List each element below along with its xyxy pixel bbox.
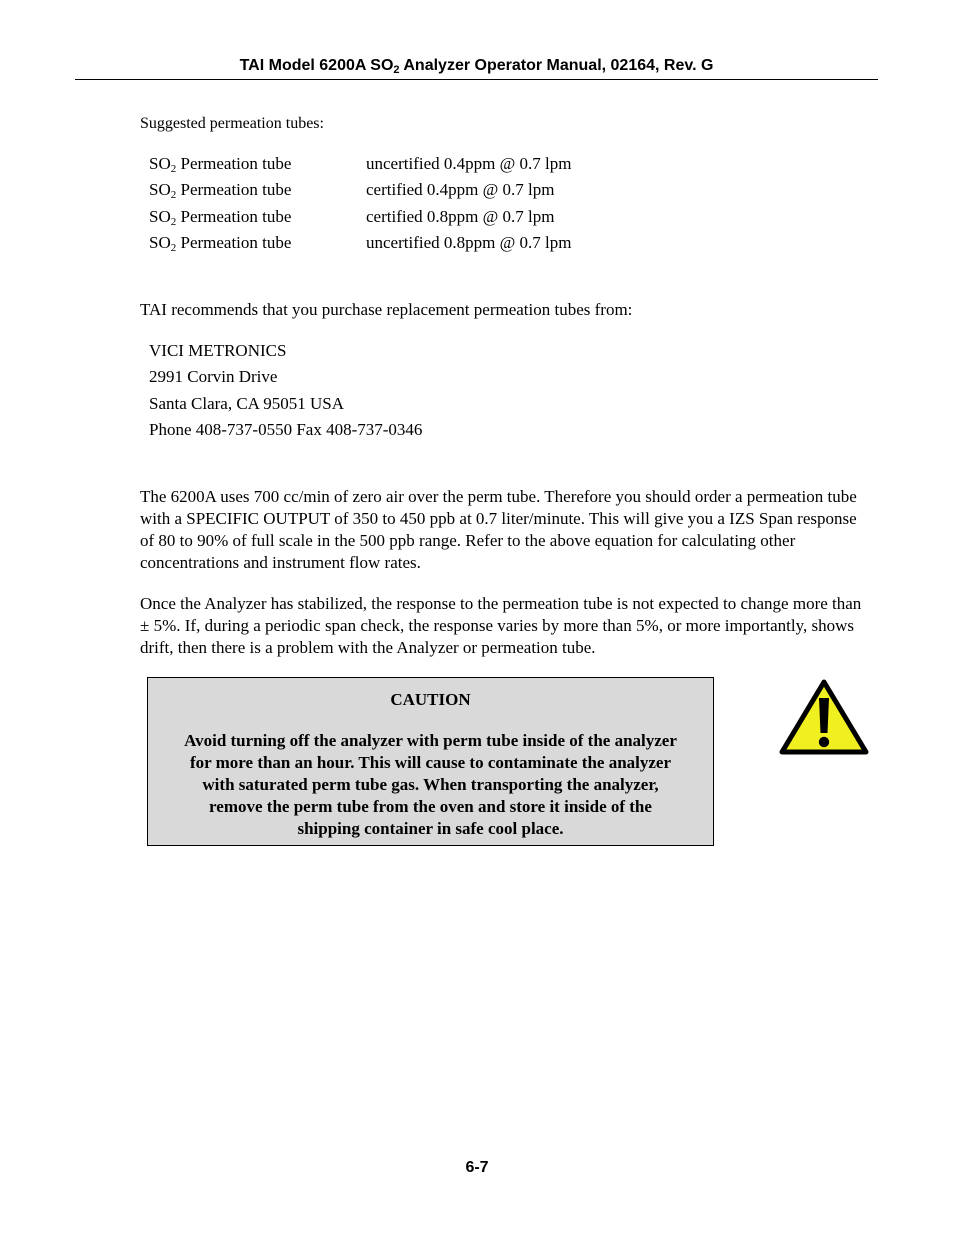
- tube-spec: uncertified 0.8ppm @ 0.7 lpm: [366, 233, 572, 252]
- caution-body: Avoid turning off the analyzer with perm tube inside of the analyzer for more than an hour. This will cause to contaminate the analyzer with saturated perm tube gas. When transporting the analyzer, remove the perm tube from the oven and store it inside of the shipping container in safe cool place.: [184, 731, 677, 838]
- tube-name: $SO_2$ Permeation tube: [149, 180, 292, 201]
- flow-paragraph: The 6200A uses 700 cc/min of zero air over the perm tube. Therefore you should order a permeation tube with a SPECIFIC OUTPUT of 350 to 450 ppb at 0.7 liter/minute. This will give you a IZS Span response of 80 to 90% of full scale in the 500 ppb range. Refer to the above equation for calculating other concentrations and instrument flow rates.: [140, 487, 857, 572]
- vendor-city: Santa Clara, CA 95051 USA: [149, 394, 345, 413]
- tube-spec: uncertified 0.4ppm @ 0.7 lpm: [366, 154, 572, 173]
- tube-spec: certified 0.4ppm @ 0.7 lpm: [366, 180, 555, 199]
- vendor-street: 2991 Corvin Drive: [149, 367, 278, 386]
- header-title-subscript: 2: [393, 64, 400, 76]
- tube-spec: certified 0.8ppm @ 0.7 lpm: [366, 207, 555, 226]
- header-title-suffix: Analyzer Operator Manual, 02164, Rev. G: [399, 57, 714, 74]
- caution-box: [147, 677, 714, 846]
- tube-name: $SO_2$ Permeation tube: [149, 207, 292, 228]
- page-number: 6-7: [465, 1159, 489, 1176]
- intro-text: Suggested permeation tubes:: [140, 115, 324, 132]
- stability-paragraph: Once the Analyzer has stabilized, the response to the permeation tube is not expected to change more than ± 5%. If, during a periodic span check, the response varies by more than 5%, or more importantly, shows drift, then there is a problem with the Analyzer or permeation tube.: [140, 594, 862, 657]
- recommend-text: TAI recommends that you purchase replacement permeation tubes from:: [140, 300, 633, 319]
- tube-name: $SO_2$ Permeation tube: [149, 233, 292, 254]
- warning-triangle-icon: [778, 678, 870, 756]
- tube-name: $SO_2$ Permeation tube: [149, 154, 292, 175]
- header-rule: [75, 79, 878, 80]
- caution-title: CAUTION: [390, 690, 471, 709]
- vendor-name: VICI METRONICS: [149, 341, 287, 360]
- header-title-prefix: TAI Model 6200A SO: [239, 57, 394, 74]
- page-header: [75, 55, 878, 77]
- vendor-phone: Phone 408-737-0550 Fax 408-737-0346: [149, 420, 423, 439]
